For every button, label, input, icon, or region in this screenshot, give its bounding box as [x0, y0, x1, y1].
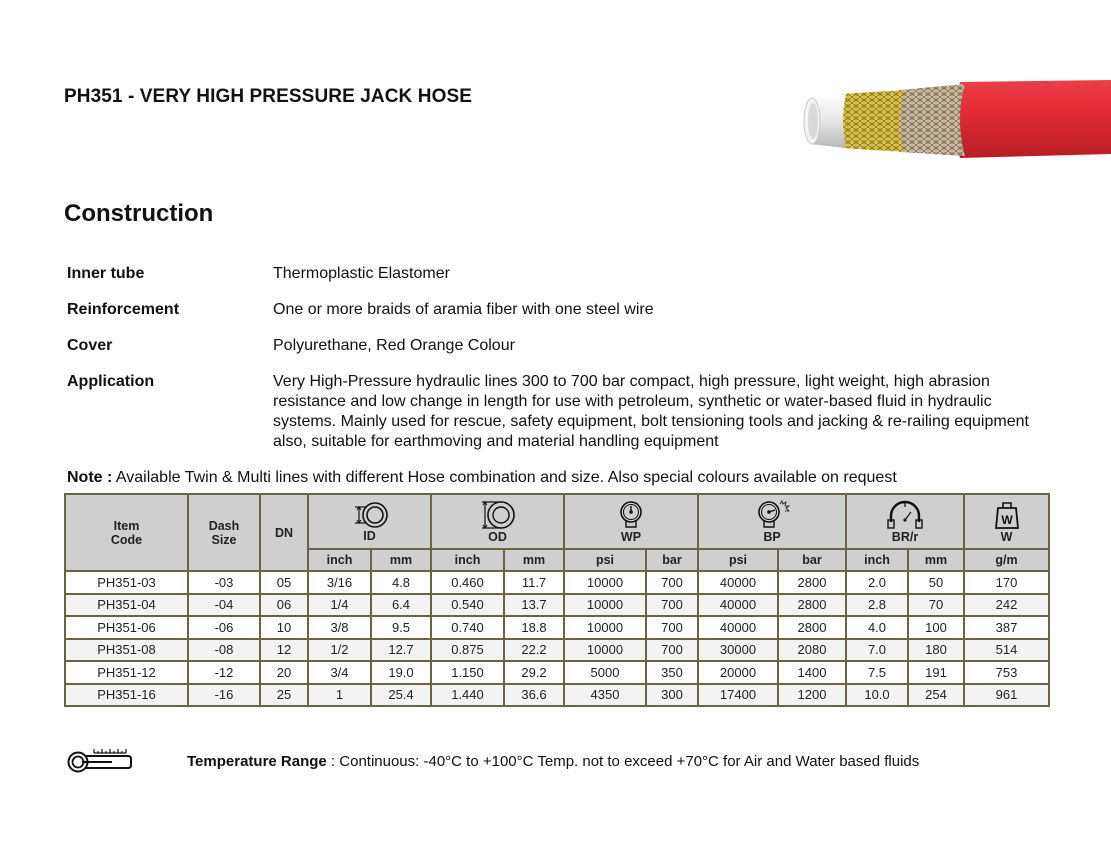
table-cell: -12: [188, 661, 260, 684]
temperature-text: : Continuous: -40°C to +100°C Temp. not to exceed +70°C for Air and Water based fluids: [326, 753, 920, 770]
table-cell: 9.5: [371, 616, 431, 639]
table-cell: 36.6: [504, 684, 564, 707]
table-cell: 1200: [778, 684, 846, 707]
table-cell: 1/2: [308, 639, 371, 662]
table-cell: 50: [908, 571, 964, 594]
table-cell: 2.8: [846, 594, 908, 617]
table-cell: 40000: [698, 594, 778, 617]
table-cell: 242: [964, 594, 1049, 617]
svg-text:W: W: [1000, 512, 1013, 527]
table-header-row: [65, 494, 1049, 549]
header-label: OD: [488, 529, 507, 544]
table-cell: 1.440: [431, 684, 504, 707]
table-cell: 3/4: [308, 661, 371, 684]
table-cell: 40000: [698, 616, 778, 639]
table-cell: 29.2: [504, 661, 564, 684]
table-cell: 2800: [778, 616, 846, 639]
table-cell: 1.150: [431, 661, 504, 684]
table-cell: 10000: [564, 571, 646, 594]
table-cell: 4.0: [846, 616, 908, 639]
header-dn: [260, 494, 308, 571]
table-cell: 3/8: [308, 616, 371, 639]
table-row: [65, 661, 1049, 684]
unit-bp-bar: bar: [778, 549, 846, 571]
table-cell: 1/4: [308, 594, 371, 617]
table-cell: 5000: [564, 661, 646, 684]
table-cell: 700: [646, 571, 698, 594]
table-cell: 4.8: [371, 571, 431, 594]
header-bend-radius: [846, 494, 964, 549]
table-cell: -03: [188, 571, 260, 594]
table-cell: 12.7: [371, 639, 431, 662]
header-label: WP: [620, 529, 642, 544]
note-text: Available Twin & Multi lines with different Hose combination and size. Also special colours available on request: [112, 469, 897, 486]
table-cell: PH351-08: [65, 639, 188, 662]
table-cell: 0.740: [431, 616, 504, 639]
table-cell: 70: [908, 594, 964, 617]
bend-radius-icon: [884, 500, 926, 530]
header-bp: [698, 494, 846, 549]
table-cell: 2.0: [846, 571, 908, 594]
unit-id-inch: inch: [308, 549, 371, 571]
table-cell: PH351-06: [65, 616, 188, 639]
table-cell: PH351-04: [65, 594, 188, 617]
header-id: [308, 494, 431, 549]
header-label: ID: [363, 528, 376, 543]
note: [67, 468, 897, 488]
header-label: Dash: [208, 518, 240, 533]
header-label: BR/r: [891, 529, 919, 544]
table-cell: 350: [646, 661, 698, 684]
table-cell: 06: [260, 594, 308, 617]
table-cell: 11.7: [504, 571, 564, 594]
unit-wp-bar: bar: [646, 549, 698, 571]
table-cell: 25.4: [371, 684, 431, 707]
table-cell: 10000: [564, 639, 646, 662]
spec-value: Polyurethane, Red Orange Colour: [273, 337, 515, 354]
table-cell: -08: [188, 639, 260, 662]
weight-icon: [993, 500, 1021, 530]
table-cell: 2080: [778, 639, 846, 662]
table-cell: 0.875: [431, 639, 504, 662]
table-cell: 3/16: [308, 571, 371, 594]
table-row: [65, 684, 1049, 707]
temperature-range: [187, 753, 919, 770]
table-cell: 700: [646, 616, 698, 639]
table-cell: -06: [188, 616, 260, 639]
burst-pressure-gauge-icon: [752, 500, 792, 530]
spec-label: Inner tube: [67, 265, 145, 282]
table-cell: 20: [260, 661, 308, 684]
unit-w-gm: g/m: [964, 549, 1049, 571]
table-row: [65, 571, 1049, 594]
table-cell: 1: [308, 684, 371, 707]
spec-value: Very High-Pressure hydraulic lines 300 to 700 bar compact, high pressure, light weight, high abrasion resistance and low change in length for use with petroleum, synthetic or water-based fluid in hydraulic systems. Mainly used for rescue, safety equipment, bolt tensioning tools and jacking & re-railing equipment also, suitable for earthmoving and material handling equipment: [273, 373, 1029, 450]
table-cell: 300: [646, 684, 698, 707]
table-cell: 753: [964, 661, 1049, 684]
header-weight: [964, 494, 1049, 549]
header-dash-size: [188, 494, 260, 571]
table-cell: 387: [964, 616, 1049, 639]
table-cell: -16: [188, 684, 260, 707]
table-cell: 0.460: [431, 571, 504, 594]
spec-value: Thermoplastic Elastomer: [273, 265, 450, 282]
page-title: PH351 - VERY HIGH PRESSURE JACK HOSE: [64, 86, 472, 107]
table-cell: 2800: [778, 571, 846, 594]
table-cell: 10000: [564, 616, 646, 639]
header-label: Size: [211, 532, 237, 547]
table-cell: 40000: [698, 571, 778, 594]
table-row: [65, 616, 1049, 639]
outer-diameter-icon: [477, 500, 519, 530]
table-cell: 1400: [778, 661, 846, 684]
spec-label: Application: [67, 373, 155, 390]
table-cell: 0.540: [431, 594, 504, 617]
table-cell: 100: [908, 616, 964, 639]
table-cell: PH351-03: [65, 571, 188, 594]
header-label: BP: [763, 529, 781, 544]
table-cell: 961: [964, 684, 1049, 707]
table-cell: 191: [908, 661, 964, 684]
table-cell: 12: [260, 639, 308, 662]
table-cell: 30000: [698, 639, 778, 662]
unit-od-inch: inch: [431, 549, 504, 571]
header-wp: [564, 494, 698, 549]
thermometer-icon: [66, 746, 132, 774]
table-cell: 20000: [698, 661, 778, 684]
table-cell: -04: [188, 594, 260, 617]
header-od: [431, 494, 564, 549]
unit-wp-psi: psi: [564, 549, 646, 571]
spec-value: One or more braids of aramia fiber with one steel wire: [273, 301, 654, 318]
table-cell: 17400: [698, 684, 778, 707]
table-row: [65, 594, 1049, 617]
table-cell: 7.5: [846, 661, 908, 684]
table-cell: 2800: [778, 594, 846, 617]
table-cell: 19.0: [371, 661, 431, 684]
note-label: Note :: [67, 469, 113, 486]
table-row: [65, 639, 1049, 662]
table-cell: 13.7: [504, 594, 564, 617]
header-label: DN: [274, 525, 294, 540]
unit-od-mm: mm: [504, 549, 564, 571]
header-label: Item: [113, 518, 140, 533]
table-cell: 254: [908, 684, 964, 707]
table-cell: 170: [964, 571, 1049, 594]
table-cell: 10000: [564, 594, 646, 617]
table-cell: 180: [908, 639, 964, 662]
table-cell: 700: [646, 639, 698, 662]
specifications-table: [64, 493, 1050, 707]
inner-diameter-icon: [349, 501, 391, 529]
unit-br-mm: mm: [908, 549, 964, 571]
table-cell: 10: [260, 616, 308, 639]
table-cell: 10.0: [846, 684, 908, 707]
table-cell: 700: [646, 594, 698, 617]
table-body: [65, 571, 1049, 706]
unit-bp-psi: psi: [698, 549, 778, 571]
table-cell: 05: [260, 571, 308, 594]
hose-cutaway-image: [800, 76, 1111, 160]
table-cell: 6.4: [371, 594, 431, 617]
spec-label: Cover: [67, 337, 113, 354]
table-cell: 514: [964, 639, 1049, 662]
unit-br-inch: inch: [846, 549, 908, 571]
pressure-gauge-icon: [616, 500, 646, 530]
table-cell: 18.8: [504, 616, 564, 639]
header-label: W: [1000, 529, 1013, 544]
unit-id-mm: mm: [371, 549, 431, 571]
table-cell: 7.0: [846, 639, 908, 662]
spec-label: Reinforcement: [67, 301, 180, 318]
temperature-label: Temperature Range: [187, 753, 327, 770]
table-cell: PH351-16: [65, 684, 188, 707]
table-cell: 22.2: [504, 639, 564, 662]
table-cell: PH351-12: [65, 661, 188, 684]
header-label: Code: [110, 532, 143, 547]
table-cell: 4350: [564, 684, 646, 707]
header-item-code: [65, 494, 188, 571]
table-cell: 25: [260, 684, 308, 707]
construction-heading: Construction: [64, 200, 214, 227]
